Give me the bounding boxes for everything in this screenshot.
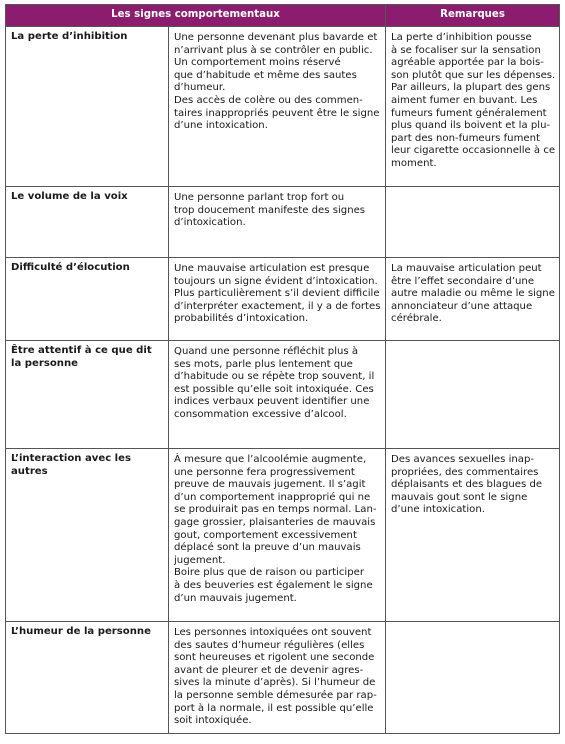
- row-remarks: [386, 27, 560, 187]
- description-line: d’intoxication.: [174, 217, 246, 229]
- remark-line: plus quand ils boivent et la plu-: [391, 120, 551, 132]
- description-line: probabilités d’intoxication.: [174, 313, 309, 325]
- description-line: gage grossier, plaisanteries de mauvais: [174, 516, 376, 528]
- description-line: déplacé sont la preuve d’un mauvais: [174, 542, 361, 554]
- row-description: [169, 258, 386, 341]
- description-line: d’une intoxication.: [174, 120, 268, 132]
- row-remarks: [386, 622, 560, 734]
- remark-line: La perte d’inhibition pousse: [391, 32, 532, 43]
- remark-line: cérébrale.: [391, 313, 442, 325]
- row-label: Être attentif à ce que dit la personne: [6, 341, 169, 449]
- remark-line: fumeurs fument généralement: [391, 107, 547, 119]
- description-line: n’arrivant plus à se contrôler en public.: [174, 44, 373, 56]
- row-label: Difficulté d’élocution: [6, 258, 169, 341]
- row-remarks: [386, 449, 560, 622]
- description-line: À mesure que l’alcoolémie augmente,: [174, 454, 367, 465]
- description-line: d’interpréter exactement, il y a de fortes: [174, 300, 381, 312]
- row-remarks: [386, 187, 560, 258]
- description-line: la personne semble démesurée par rap-: [174, 689, 377, 701]
- row-label: L’humeur de la personne: [6, 622, 169, 734]
- remark-line: à se focaliser sur la sensation: [391, 44, 541, 56]
- remark-line: Par ailleurs, la plupart des gens: [391, 82, 551, 94]
- description-line: Plus particulièrement s’il devient difficile: [174, 288, 380, 300]
- description-line: Les personnes intoxiquées ont souvent: [174, 627, 372, 638]
- description-line: que d’habitude et même des sautes: [174, 69, 357, 81]
- table-row: [6, 341, 560, 449]
- row-description: [169, 449, 386, 622]
- description-line: d’un mauvais jugement.: [174, 592, 297, 604]
- remark-line: part des non-fumeurs fument: [391, 132, 540, 144]
- remark-line: déplaisants et des blagues de: [391, 479, 543, 491]
- remark-line: être l’effet secondaire d’une: [391, 275, 535, 287]
- behavioral-signs-document: [5, 4, 559, 734]
- row-label: L’interaction avec les autres: [6, 449, 169, 622]
- description-line: Quand une personne réfléchit plus à: [174, 346, 359, 357]
- description-line: avant de pleurer et de devenir agres-: [174, 664, 364, 676]
- table-header-row: [6, 5, 560, 27]
- signs-table: [5, 4, 560, 734]
- remark-line: autre maladie ou même le signe: [391, 288, 555, 300]
- table-row: [6, 187, 560, 258]
- header-signs: Les signes comportementaux: [6, 5, 386, 27]
- remark-line: leur cigarette occasionnelle à ce: [391, 145, 556, 157]
- description-line: Un comportement moins réservé: [174, 57, 341, 69]
- description-line: se produirait pas en temps normal. Lan-: [174, 504, 377, 516]
- description-line: consommation excessive d’alcool.: [174, 408, 347, 420]
- description-line: gout, comportement excessivement: [174, 529, 357, 541]
- remark-line: d’une intoxication.: [391, 504, 485, 516]
- remark-line: agréable apportée par la bois-: [391, 57, 544, 69]
- row-description: [169, 27, 386, 187]
- description-line: d’humeur.: [174, 82, 226, 94]
- row-description: [169, 622, 386, 734]
- description-line: Boire plus que de raison ou participer: [174, 567, 364, 579]
- table-row: [6, 27, 560, 187]
- table-row: [6, 622, 560, 734]
- description-line: jugement.: [174, 554, 226, 566]
- description-line: indices verbaux peuvent identifier une: [174, 396, 370, 408]
- description-line: d’habitude ou se répète trop souvent, il: [174, 371, 375, 383]
- row-label: Le volume de la voix: [6, 187, 169, 258]
- description-line: sont heureuses et rigolent une seconde: [174, 652, 375, 664]
- description-line: Une personne devenant plus bavarde et: [174, 32, 378, 43]
- row-label: La perte d’inhibition: [6, 27, 169, 187]
- remark-line: son plutôt que sur les dépenses.: [391, 69, 556, 81]
- description-line: Une personne parlant trop fort ou: [174, 192, 345, 203]
- header-remarks: Remarques: [386, 5, 560, 27]
- description-line: d’un comportement inapproprié qui ne: [174, 491, 371, 503]
- row-remarks: [386, 258, 560, 341]
- remark-line: aiment fumer en buvant. Les: [391, 94, 538, 106]
- description-line: est possible qu’elle soit intoxiquée. Ces: [174, 383, 374, 395]
- remark-line: Des avances sexuelles inap-: [391, 454, 535, 465]
- row-remarks: [386, 341, 560, 449]
- table-row: [6, 449, 560, 622]
- description-line: à des beuveries est également le signe: [174, 579, 373, 591]
- remark-line: annonciateur d’une attaque: [391, 300, 533, 312]
- table-row: [6, 258, 560, 341]
- description-line: des sautes d’humeur régulières (elles: [174, 639, 365, 651]
- description-line: preuve de mauvais jugement. Il s’agit: [174, 479, 366, 491]
- remark-line: mauvais gout sont le signe: [391, 491, 528, 503]
- description-line: une personne fera progressivement: [174, 466, 355, 478]
- remark-line: La mauvaise articulation peut: [391, 263, 542, 274]
- remark-line: moment.: [391, 157, 437, 169]
- description-line: soit intoxiquée.: [174, 715, 252, 727]
- row-description: [169, 187, 386, 258]
- row-description: [169, 341, 386, 449]
- description-line: sives la minute d’après). Si l’humeur de: [174, 677, 376, 689]
- remark-line: propriées, des commentaires: [391, 466, 539, 478]
- description-line: port à la normale, il est possible qu’elle: [174, 702, 374, 714]
- description-line: taires inappropriés peuvent être le signe: [174, 107, 380, 119]
- description-line: toujours un signe évident d’intoxication.: [174, 275, 378, 287]
- description-line: ses mots, parle plus lentement que: [174, 358, 353, 370]
- description-line: Des accès de colère ou des commen-: [174, 94, 363, 106]
- description-line: trop doucement manifeste des signes: [174, 204, 366, 216]
- description-line: Une mauvaise articulation est presque: [174, 263, 370, 274]
